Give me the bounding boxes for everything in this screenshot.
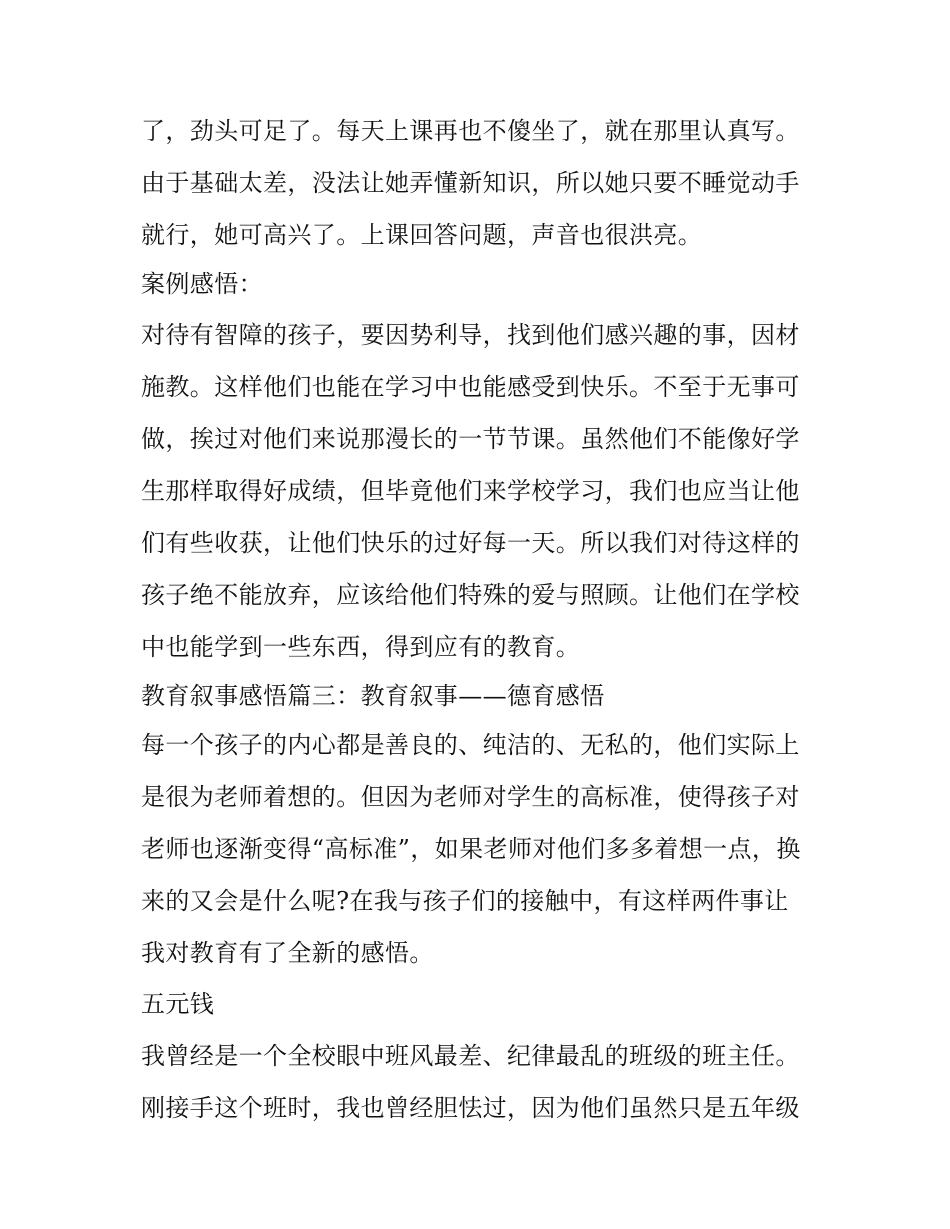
text-line: 生那样取得好成绩，但毕竟他们来学校学习，我们也应当让他 — [141, 477, 800, 505]
text-line: 我曾经是一个全校眼中班风最差、纪律最乱的班级的班主任。 — [141, 1042, 800, 1070]
text-line: 了，劲头可足了。每天上课再也不傻坐了，就在那里认真写。 — [141, 117, 800, 145]
text-line: 由于基础太差，没法让她弄懂新知识，所以她只要不睡觉动手 — [141, 169, 800, 197]
text-line: 中也能学到一些东西，得到应有的教育。 — [141, 633, 581, 661]
text-line: 来的又会是什么呢?在我与孩子们的接触中，有这样两件事让 — [141, 887, 789, 915]
text-line: 对待有智障的孩子，要因势利导，找到他们感兴趣的事，因材 — [141, 321, 800, 349]
section-heading: 五元钱 — [141, 990, 215, 1018]
text-line: 老师也逐渐变得“高标准”，如果老师对他们多多着想一点，换 — [141, 835, 801, 863]
text-line: 就行，她可高兴了。上课回答问题，声音也很洪亮。 — [141, 221, 703, 249]
text-line: 施教。这样他们也能在学习中也能感受到快乐。不至于无事可 — [141, 373, 800, 401]
text-line: 我对教育有了全新的感悟。 — [141, 939, 434, 967]
section-heading: 案例感悟： — [141, 270, 263, 298]
text-line: 每一个孩子的内心都是善良的、纯洁的、无私的，他们实际上 — [141, 731, 800, 759]
text-line: 们有些收获，让他们快乐的过好每一天。所以我们对待这样的 — [141, 529, 800, 557]
text-line: 做，挨过对他们来说那漫长的一节节课。虽然他们不能像好学 — [141, 425, 800, 453]
text-line: 孩子绝不能放弃，应该给他们特殊的爱与照顾。让他们在学校 — [141, 581, 800, 609]
text-line: 刚接手这个班时，我也曾经胆怯过，因为他们虽然只是五年级 — [141, 1094, 800, 1122]
text-line: 是很为老师着想的。但因为老师对学生的高标准，使得孩子对 — [141, 783, 800, 811]
section-title: 教育叙事感悟篇三：教育叙事——德育感悟 — [141, 682, 605, 710]
